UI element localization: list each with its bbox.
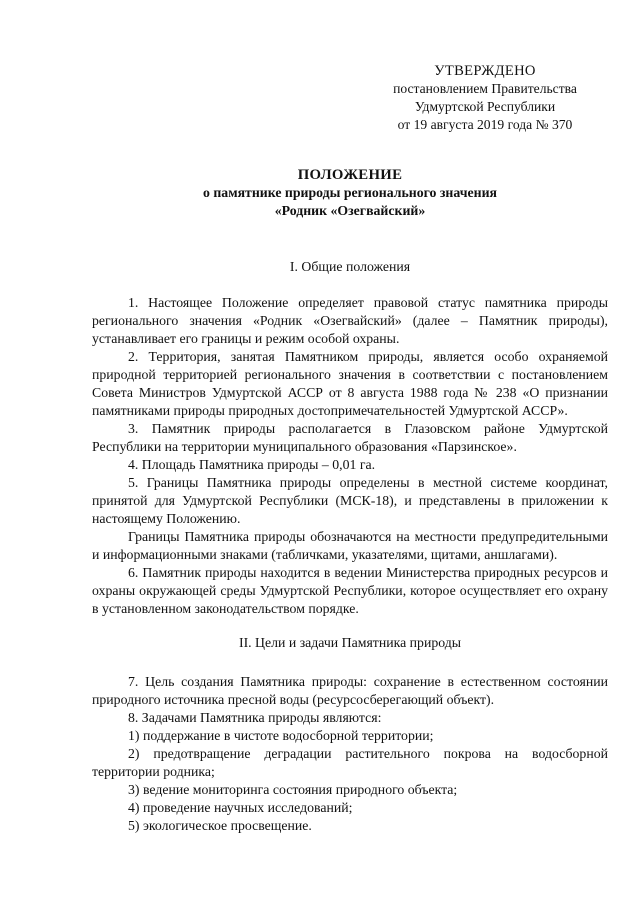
approval-title: УТВЕРЖДЕНО (434, 63, 536, 79)
document-title (90, 166, 610, 220)
paragraph-5: 5. Границы Памятника природы определены в местной системе координат, принятой для Удмуртской Республики (МСК-18), и представлены в приложении к настоящему Положению. (92, 475, 608, 526)
paragraph-8: 8. Задачами Памятника природы являются: (128, 710, 382, 725)
task-item-1: 1) поддержание в чистоте водосборной территории; (128, 728, 434, 743)
section-heading-goals: II. Цели и задачи Памятника природы (238, 635, 462, 650)
document-title-subject: о памятнике природы регионального значения (203, 185, 497, 200)
approval-line-decree: постановлением Правительства (393, 81, 577, 96)
task-item-2: 2) предотвращение деградации растительного покрова на водосборной территории родника; (92, 746, 608, 779)
task-item-5: 5) экологическое просвещение. (128, 818, 312, 833)
document-title-main: ПОЛОЖЕНИЕ (297, 167, 403, 183)
document-title-name: «Родник «Озегвайский» (274, 203, 426, 218)
task-item-4: 4) проведение научных исследований; (128, 800, 353, 815)
approval-stamp-block (370, 62, 600, 134)
task-item-3: 3) ведение мониторинга состояния природного объекта; (128, 782, 458, 797)
paragraph-4: 4. Площадь Памятника природы – 0,01 га. (128, 457, 376, 472)
paragraph-6: 6. Памятник природы находится в ведении Министерства природных ресурсов и охраны окружающей среды Удмуртской Республики, которое осуществляет его охрану в установленном законодательством порядке. (92, 565, 608, 616)
paragraph-7: 7. Цель создания Памятника природы: сохранение в естественном состоянии природного источника пресной воды (ресурсосберегающий объект). (92, 674, 608, 707)
document-body (92, 258, 608, 835)
section-heading-general: I. Общие положения (289, 259, 411, 274)
approval-line-date: от 19 августа 2019 года № 370 (397, 117, 573, 132)
paragraph-2: 2. Территория, занятая Памятником природы, является особо охраняемой природной территорией регионального значения в соответствии с постановлением Совета Министров Удмуртской АССР от 8 августа 1988 года № 238 «О признании памятниками природы природных достопримечательностей Удмуртской АССР». (92, 349, 608, 418)
paragraph-1: 1. Настоящее Положение определяет правовой статус памятника природы регионального значения «Родник «Озегвайский» (далее – Памятник природы), устанавливает его границы и режим особой охраны. (92, 295, 608, 346)
approval-line-republic: Удмуртской Республики (414, 99, 556, 114)
paragraph-3: 3. Памятник природы располагается в Глазовском районе Удмуртской Республики на территории муниципального образования «Парзинское». (92, 421, 608, 454)
paragraph-5-boundaries: Границы Памятника природы обозначаются на местности предупредительными и информационными знаками (табличками, указателями, щитами, аншлагами). (92, 529, 608, 562)
